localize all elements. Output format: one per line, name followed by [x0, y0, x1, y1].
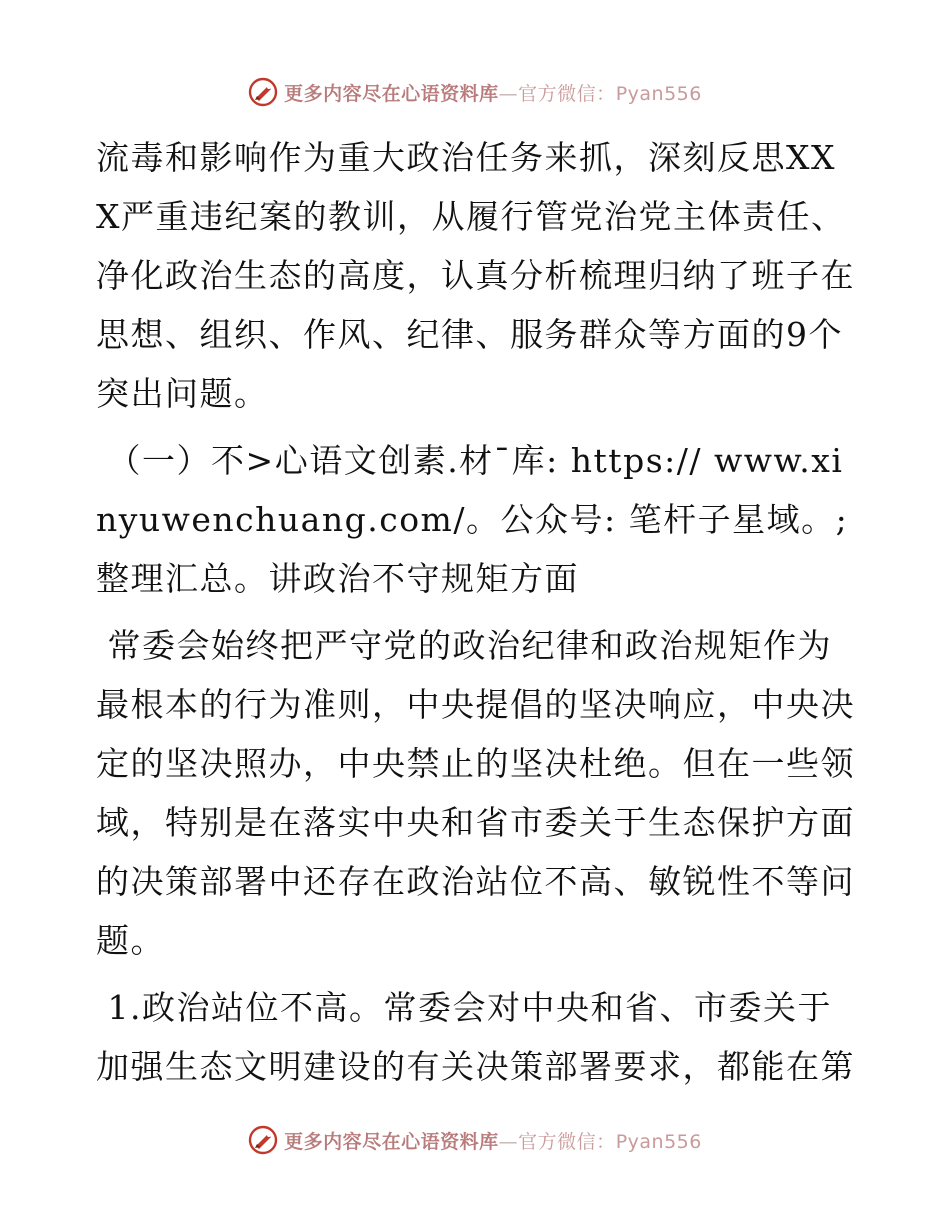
- watermark-text: [284, 79, 702, 106]
- footer-watermark: [0, 1120, 950, 1160]
- watermark-text: [284, 1127, 702, 1154]
- paragraph-intro-continuation: 流毒和影响作为重大政治任务来抓，深刻反思XXX严重违纪案的教训，从履行管党治党主体责任、净化政治生态的高度，认真分析梳理归纳了班子在思想、组织、作风、纪律、服务群众等方面的9个突出问题。: [96, 138, 855, 413]
- watermark-wechat-label: 官方微信：: [518, 1130, 616, 1153]
- watermark-wechat-id: Pyan556: [615, 82, 702, 105]
- paragraph-item-1: 1.政治站位不高。常委会对中央和省、市委关于加强生态文明建设的有关决策部署要求，都能在第: [96, 988, 855, 1086]
- watermark-wechat-id: Pyan556: [615, 1130, 702, 1153]
- section-heading-1: （一）不>心语文创素.材¯库: https:// www.xinyuwenchuang.com/。公众号: 笔杆子星域。;整理汇总。讲政治不守规矩方面: [96, 441, 849, 598]
- header-watermark: [0, 72, 950, 112]
- watermark-brand: 更多内容尽在心语资料库: [284, 1130, 499, 1153]
- watermark-separator: —: [498, 82, 519, 105]
- brand-logo-icon: [248, 1125, 278, 1155]
- paragraph-section-1-body: 常委会始终把严守党的政治纪律和政治规矩作为最根本的行为准则，中央提倡的坚决响应，中央决定的坚决照办，中央禁止的坚决杜绝。但在一些领域，特别是在落实中央和省市委关于生态保护方面的决策部署中还存在政治站位不高、敏锐性不等问题。: [96, 626, 855, 960]
- document-body: [96, 128, 856, 1104]
- watermark-brand: 更多内容尽在心语资料库: [284, 82, 499, 105]
- watermark-separator: —: [498, 1130, 519, 1153]
- brand-logo-icon: [248, 77, 278, 107]
- watermark-wechat-label: 官方微信：: [518, 82, 616, 105]
